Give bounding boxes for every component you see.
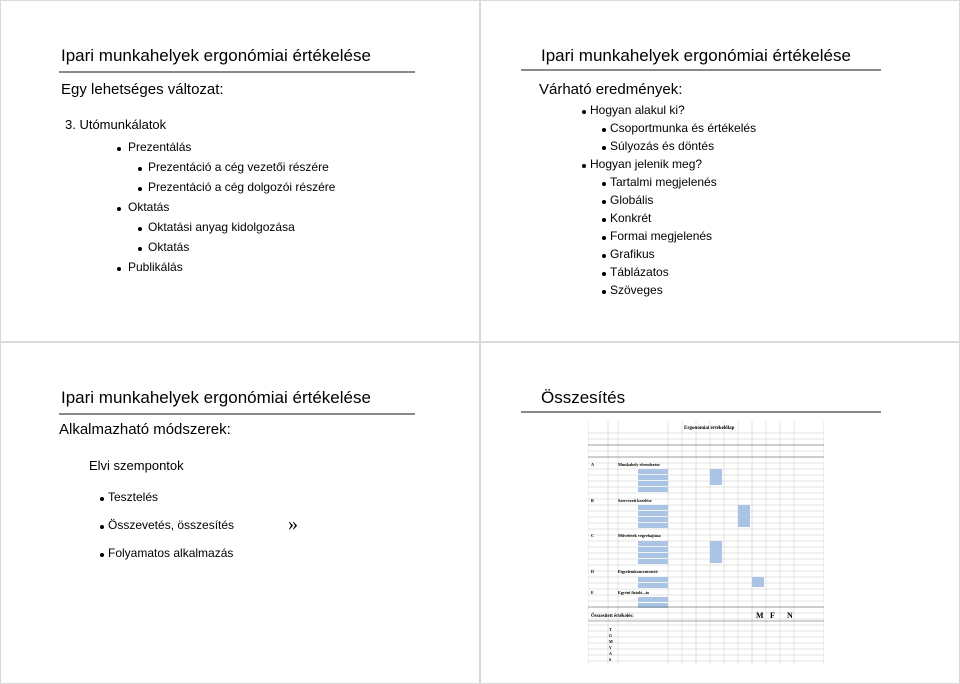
slide-2-title: Ipari munkahelyek ergonómiai értékelése [541, 46, 851, 65]
slide-4-title: Összesítés [541, 388, 626, 407]
list-item: Szöveges [581, 284, 756, 302]
slide-3-subtitle: Alkalmazható módszerek: [59, 421, 231, 438]
list-item: Oktatási anyag kidolgozása [115, 221, 335, 241]
cell-fill [638, 541, 668, 546]
section-code: A [591, 462, 595, 467]
arrow-icon: » [288, 513, 298, 535]
cell-fill [638, 475, 668, 480]
slide-1-title: Ipari munkahelyek ergonómiai értékelése [61, 46, 371, 65]
cell-fill [638, 469, 668, 474]
cell-fill [738, 505, 750, 527]
title-rule [59, 413, 415, 415]
section-heading: Elvi szempontok [89, 458, 184, 473]
slide-4 [480, 342, 960, 684]
section-code: D [591, 569, 595, 574]
bullet-list [581, 104, 756, 302]
section-code: E [591, 590, 594, 595]
cell-fill [638, 523, 668, 528]
cell-fill [638, 553, 668, 558]
sheet-header: Ergonómiai értékelőlap [684, 426, 735, 431]
summary-code: A [609, 651, 612, 656]
cell-fill [638, 583, 668, 588]
list-item: Globális [581, 194, 756, 212]
cell-fill [638, 597, 668, 602]
list-item: Folyamatos alkalmazás [99, 547, 234, 575]
section-label: Figyelemkoncentráció [618, 569, 658, 574]
list-item: Táblázatos [581, 266, 756, 284]
cell-fill [638, 547, 668, 552]
cell-fill [638, 481, 668, 486]
cell-fill [638, 559, 668, 564]
summary-flag: N [787, 611, 793, 620]
list-item: Oktatás [115, 201, 335, 221]
cell-fill [638, 517, 668, 522]
list-item: Formai megjelenés [581, 230, 756, 248]
slide-1-subtitle: Egy lehetséges változat: [61, 81, 224, 98]
list-item: Publikálás [115, 261, 335, 281]
summary-flag: F [770, 611, 775, 620]
evaluation-sheet [588, 421, 824, 665]
cell-fill [710, 469, 722, 485]
bullet-list [99, 491, 234, 575]
summary-flag: M [756, 611, 764, 620]
list-item: Grafikus [581, 248, 756, 266]
cell-fill [638, 487, 668, 492]
slide-3-title: Ipari munkahelyek ergonómiai értékelése [61, 388, 371, 407]
slide-2 [480, 0, 960, 342]
title-rule [521, 411, 881, 413]
section-label: Munkahely elrendezése [618, 462, 660, 467]
list-item: Prezentálás [115, 141, 335, 161]
slide-1 [0, 0, 480, 342]
bullet-list [115, 141, 335, 281]
list-item: Hogyan alakul ki? [581, 104, 756, 122]
list-item: Tesztelés [99, 491, 234, 519]
slide-3 [0, 342, 480, 684]
list-item: Csoportmunka és értékelés [581, 122, 756, 140]
cell-fill [638, 577, 668, 582]
title-rule [59, 71, 415, 73]
section-label: Egyéni fizioló...ás [618, 590, 650, 595]
list-item: Súlyozás és döntés [581, 140, 756, 158]
section-code: B [591, 498, 594, 503]
summary-title: Összesített értékelés: [591, 614, 634, 619]
list-item: Tartalmi megjelenés [581, 176, 756, 194]
title-rule [521, 69, 881, 71]
list-item: Hogyan jelenik meg? [581, 158, 756, 176]
list-item: Prezentáció a cég vezetői részére [115, 161, 335, 181]
cell-fill [710, 541, 722, 563]
summary-code: S [609, 657, 612, 662]
summary-code: M [609, 639, 613, 644]
cell-fill [752, 577, 764, 587]
cell-fill [638, 505, 668, 510]
section-label: Műveletek végrehajtása [618, 533, 661, 538]
slide-2-subtitle: Várható eredmények: [539, 81, 683, 98]
list-item: Prezentáció a cég dolgozói részére [115, 181, 335, 201]
list-item: Konkrét [581, 212, 756, 230]
summary-code: T [609, 627, 612, 632]
evaluation-sheet-image [588, 421, 824, 665]
section-code: C [591, 533, 595, 538]
section-heading: 3. Utómunkálatok [65, 117, 167, 132]
section-label: Szervezeti kezelése [618, 498, 652, 503]
summary-code: V [609, 645, 612, 650]
cell-fill [638, 511, 668, 516]
list-item: Összevetés, összesítés [99, 519, 234, 547]
summary-code: G [609, 633, 613, 638]
list-item: Oktatás [115, 241, 335, 261]
